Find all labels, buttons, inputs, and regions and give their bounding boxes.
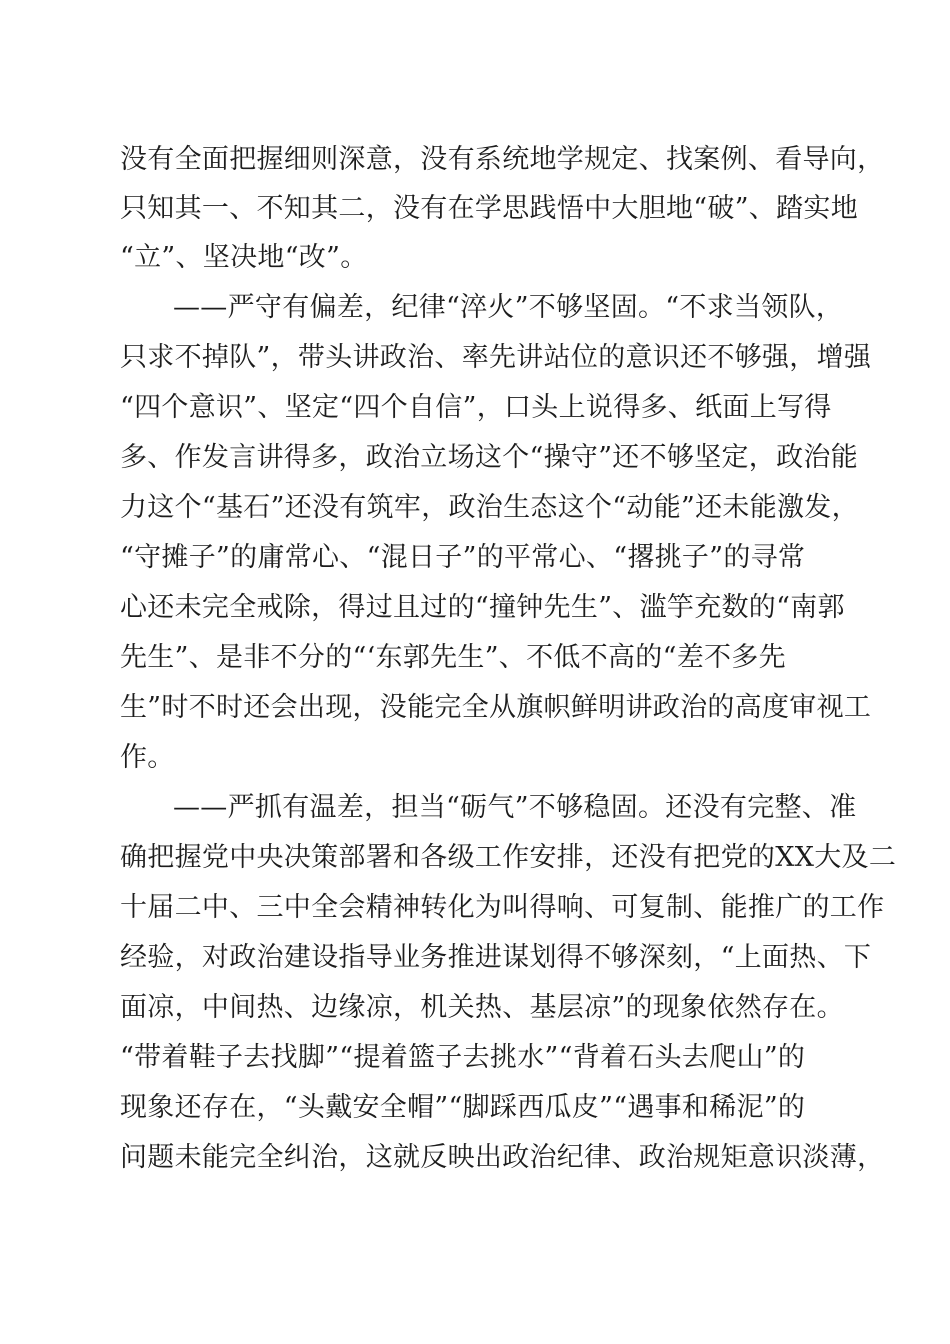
text-line: 生”时不时还会出现，没能完全从旗帜鲜明讲政治的高度审视工: [120, 692, 872, 723]
paragraph-start-line: ——严抓有温差，担当“砺气”不够稳固。还没有完整、准: [173, 792, 857, 823]
text-line: 确把握党中央决策部署和各级工作安排，还没有把党的XX大及二: [120, 842, 897, 873]
text-line: 多、作发言讲得多，政治立场这个“操守”还不够坚定，政治能: [120, 442, 859, 473]
text-line: 作。: [120, 742, 175, 773]
text-line: 现象还存在，“头戴安全帽”“脚踩西瓜皮”“遇事和稀泥”的: [120, 1092, 806, 1123]
text-line: 只求不掉队”，带头讲政治、率先讲站位的意识还不够强，增强: [120, 342, 872, 373]
text-line: “立”、坚决地“改”。: [120, 242, 368, 273]
text-line: “四个意识”、坚定“四个自信”，口头上说得多、纸面上写得: [120, 392, 832, 423]
text-line: 没有全面把握细则深意，没有系统地学规定、找案例、看导向，: [120, 144, 885, 175]
text-line: “守摊子”的庸常心、“混日子”的平常心、“撂挑子”的寻常: [120, 542, 806, 573]
text-line: 力这个“基石”还没有筑牢，政治生态这个“动能”还未能激发，: [120, 492, 859, 523]
text-line: 经验，对政治建设指导业务推进谋划得不够深刻，“上面热、下: [120, 942, 872, 973]
text-line: “带着鞋子去找脚”“提着篮子去挑水”“背着石头去爬山”的: [120, 1042, 806, 1073]
text-line: 心还未完全戒除，得过且过的“撞钟先生”、滥竽充数的“南郭: [120, 592, 845, 623]
text-line: 面凉，中间热、边缘凉，机关热、基层凉”的现象依然存在。: [120, 992, 844, 1023]
text-line: 问题未能完全纠治，这就反映出政治纪律、政治规矩意识淡薄，: [120, 1142, 885, 1173]
text-line: 十届二中、三中全会精神转化为叫得响、可复制、能推广的工作: [120, 892, 885, 923]
paragraph-start-line: ——严守有偏差，纪律“淬火”不够坚固。“不求当领队，: [173, 292, 844, 323]
text-line: 先生”、是非不分的“‘东郭先生”、不低不高的“差不多先: [120, 642, 786, 673]
text-line: 只知其一、不知其二，没有在学思践悟中大胆地“破”、踏实地: [120, 193, 859, 224]
